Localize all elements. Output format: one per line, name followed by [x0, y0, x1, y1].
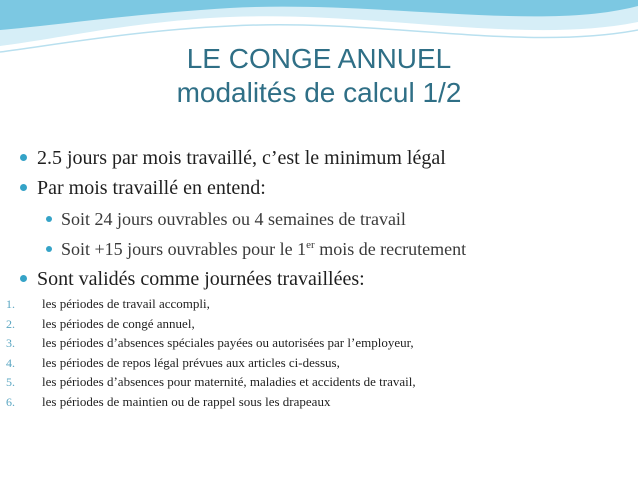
validated-periods-list [0, 294, 416, 411]
list-item-text: les périodes de congé annuel, [42, 315, 195, 331]
bullet-text: Sont validés comme journées travaillées: [37, 268, 365, 290]
list-number: 6. [6, 394, 15, 409]
bullet-minimum-legal [20, 146, 446, 170]
bullet-dot-icon [20, 275, 27, 282]
list-item-text: les périodes de repos légal prévues aux articles ci-dessus, [42, 354, 340, 370]
list-item [0, 314, 416, 334]
bullet-sont-valides [20, 267, 365, 291]
list-item [0, 294, 416, 314]
list-number: 1. [6, 297, 15, 311]
bullet-dot-icon [46, 216, 52, 222]
list-number: 2. [6, 316, 15, 331]
list-item [0, 372, 416, 392]
bullet-text: 2.5 jours par mois travaillé, c’est le minimum légal [37, 147, 446, 169]
sub-bullet-15-jours [46, 238, 466, 260]
sub-bullet-text: Soit 24 jours ouvrables ou 4 semaines de travail [61, 209, 406, 229]
bullet-dot-icon [20, 154, 27, 161]
list-item [0, 333, 416, 353]
list-number: 5. [6, 375, 15, 389]
list-item-text: les périodes d’absences spéciales payées ou autorisées par l’employeur, [42, 335, 414, 350]
bullet-par-mois [20, 176, 266, 200]
list-number: 3. [6, 336, 15, 350]
bullet-text: Par mois travaillé en entend: [37, 177, 266, 199]
sub-bullet-text-after: mois de recrutement [314, 239, 467, 259]
list-item [0, 392, 416, 412]
bullet-dot-icon [46, 246, 52, 252]
sub-bullet-24-jours [46, 208, 406, 230]
title-line-2: modalités de calcul 1/2 [176, 77, 462, 108]
list-item-text: les périodes de maintien ou de rappel sous les drapeaux [42, 393, 331, 409]
list-item [0, 353, 416, 373]
list-item-text: les périodes de travail accompli, [42, 296, 210, 311]
bullet-dot-icon [20, 184, 27, 191]
list-item-text: les périodes d’absences pour maternité, maladies et accidents de travail, [42, 374, 416, 389]
slide-title [0, 42, 638, 110]
sub-bullet-text-before: Soit +15 jours ouvrables pour le 1 [61, 239, 307, 259]
superscript-er: er [306, 239, 315, 251]
title-line-1: LE CONGE ANNUEL [186, 43, 452, 74]
list-number: 4. [6, 355, 15, 370]
